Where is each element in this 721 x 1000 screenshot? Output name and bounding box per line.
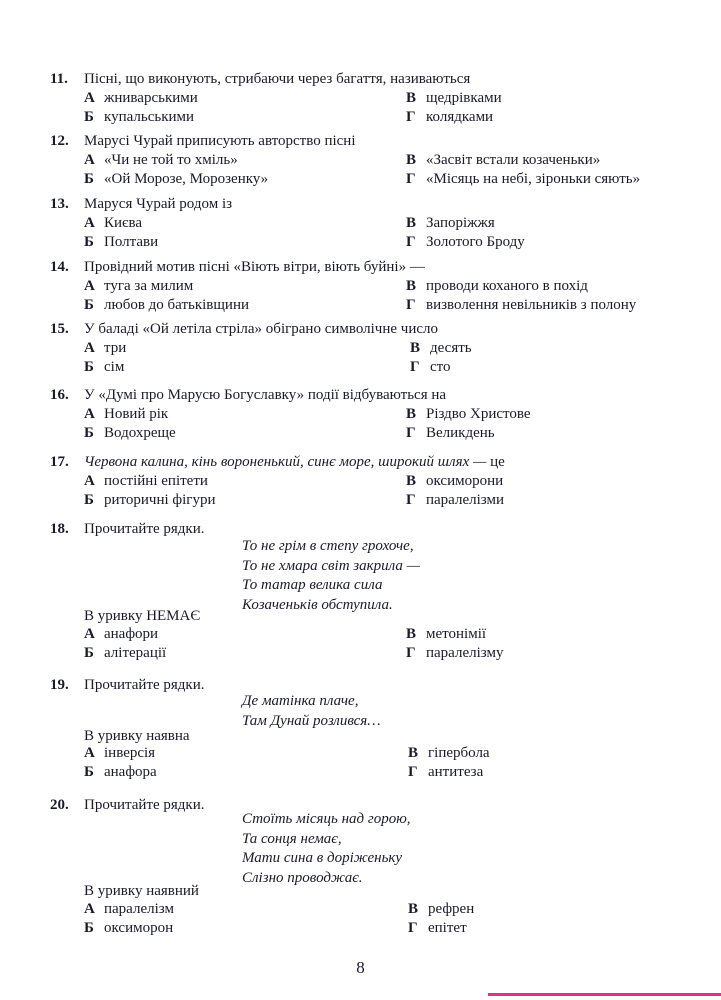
question-number: 17. — [50, 454, 69, 470]
page-number: 8 — [356, 958, 365, 977]
question-number: 12. — [50, 133, 69, 149]
question-15 — [50, 320, 670, 377]
poem-excerpt — [242, 692, 381, 731]
question-text: Провідний мотив пісні «Віють вітри, віють буйні» — — [84, 259, 425, 275]
question-text: Пісні, що виконують, стрибаючи через багаття, називаються — [84, 71, 471, 87]
answer-options: А постійні епітети Б риторичні фігури В оксиморони Г паралелізми — [84, 473, 505, 508]
answer-options: А Новий рік Б Водохреще В Різдво Христове Г Великдень — [84, 406, 531, 441]
question-text: У баладі «Ой летіла стріла» обіграно символічне число — [84, 321, 439, 337]
question-number: 18. — [50, 521, 69, 537]
poem-line: Та сонця немає, — [242, 830, 342, 847]
question-12 — [50, 132, 670, 189]
question-subtext: В уривку НЕМАЄ — [84, 608, 201, 624]
poem-line: Там Дунай розлився… — [242, 712, 381, 729]
answer-options: А паралелізм Б оксиморон В рефрен Г епітет — [84, 901, 475, 936]
question-number: 19. — [50, 677, 69, 693]
poem-excerpt — [242, 537, 420, 615]
poem-line: То татар велика сила — [242, 577, 383, 593]
poem-line: То не хмара світ закрила — — [242, 557, 420, 574]
question-17 — [50, 453, 670, 510]
question-number: 20. — [50, 797, 69, 813]
answer-options: А Києва Б Полтави В Запоріжжя Г Золотого Броду — [84, 215, 525, 250]
question-text: Червона калина, кінь вороненький, синє море, широкий шлях — це — [84, 454, 505, 470]
poem-line: Слізно проводжає. — [242, 869, 363, 886]
question-text: Маруся Чурай родом із — [84, 196, 233, 212]
answer-options: А жниварськими Б купальськими В щедрівками Г колядками — [84, 90, 502, 125]
question-20-options — [50, 900, 670, 938]
question-text: У «Думі про Марусю Богуславку» події відбуваються на — [84, 387, 447, 403]
question-18-options — [50, 625, 670, 663]
answer-options: А три Б сім В десять Г сто — [84, 340, 472, 375]
poem-line: Стоїть місяць над горою, — [242, 811, 411, 827]
question-13 — [50, 195, 670, 252]
poem-line: Мати сина в доріженьку — [242, 850, 403, 866]
question-number: 13. — [50, 196, 69, 212]
question-text: Прочитайте рядки. — [84, 797, 205, 813]
question-number: 11. — [50, 71, 68, 87]
question-number: 14. — [50, 259, 69, 275]
question-text: Прочитайте рядки. — [84, 677, 205, 693]
question-subtext: В уривку наявний — [84, 883, 199, 899]
question-11 — [50, 70, 670, 127]
question-19-options — [50, 744, 670, 782]
poem-line: То не грім в степу грохоче, — [242, 538, 414, 554]
question-16 — [50, 386, 670, 443]
question-number: 15. — [50, 321, 69, 337]
answer-options: А інверсія Б анафора В гіпербола Г антитеза — [84, 745, 490, 780]
answer-options: А «Чи не той то хміль» Б «Ой Морозе, Морозенку» В «Засвіт встали козаченьки» Г «Місяць на небі, зіроньки сяють» — [84, 152, 641, 187]
question-text: Прочитайте рядки. — [84, 521, 205, 537]
question-subtext: В уривку наявна — [84, 728, 190, 744]
poem-excerpt — [242, 810, 411, 888]
poem-line: Козаченьків обступила. — [242, 596, 393, 613]
decorative-accent-line — [488, 993, 721, 996]
answer-options: А анафори Б алітерації В метонімії Г паралелізму — [84, 626, 504, 661]
poem-line: Де матінка плаче, — [242, 693, 359, 709]
question-text: Марусі Чурай приписують авторство пісні — [84, 133, 356, 149]
answer-options: А туга за милим Б любов до батьківщини В проводи коханого в похід Г визволення невільників з полону — [84, 278, 637, 313]
question-number: 16. — [50, 387, 69, 403]
question-14 — [50, 258, 670, 315]
